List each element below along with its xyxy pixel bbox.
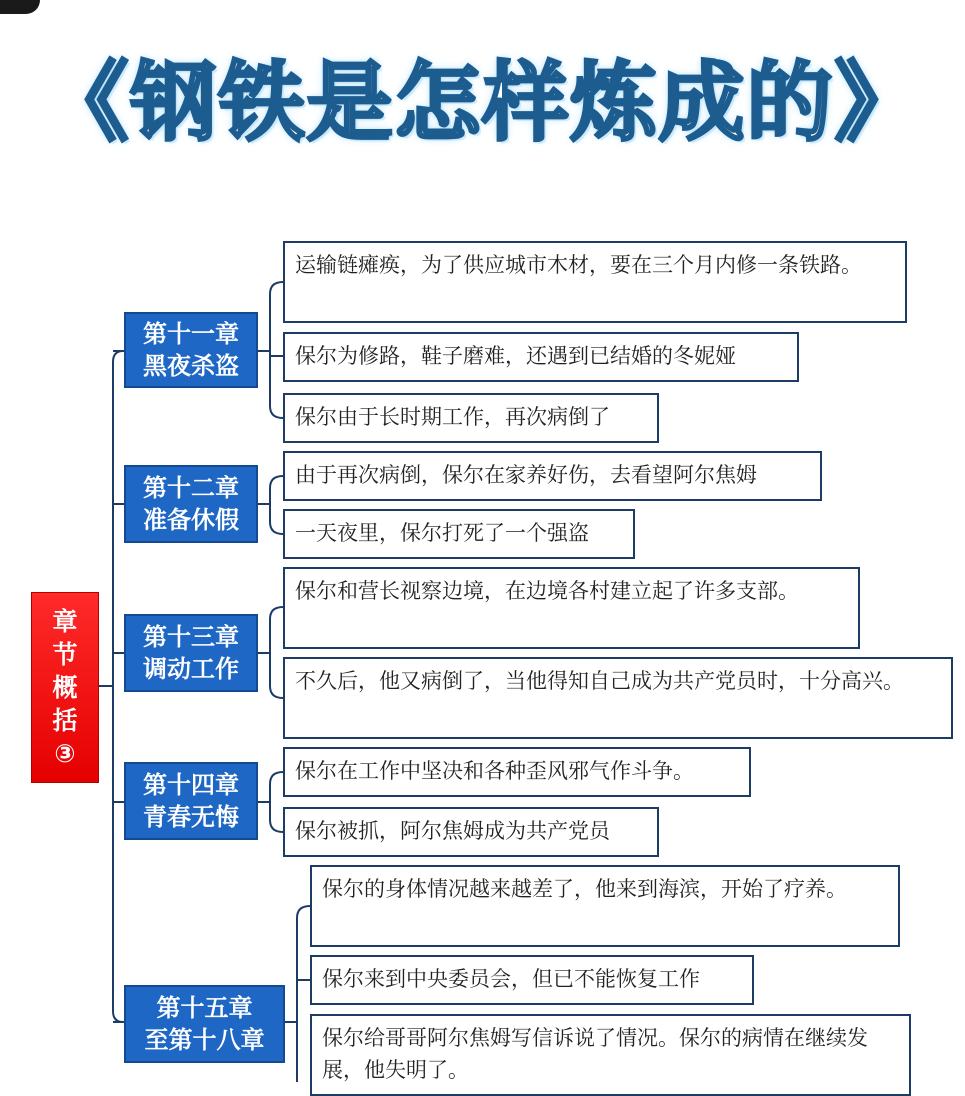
root-char: 节 (52, 640, 78, 669)
ch4-bracket (270, 772, 283, 832)
summary-item: 保尔在工作中坚决和各种歪风邪气作斗争。 (283, 747, 751, 797)
summary-item: 保尔给哥哥阿尔焦姆写信诉说了情况。保尔的病情在继续发展，他失明了。 (310, 1014, 911, 1096)
ch5-bracket (297, 906, 310, 1082)
chapter-subtitle: 准备休假 (143, 506, 239, 534)
root-char: 概 (52, 673, 78, 702)
ch2-bracket (270, 476, 283, 534)
chapter-node-12 (124, 465, 258, 543)
chapter-node-15-18 (124, 985, 285, 1063)
root-char: 章 (52, 607, 78, 636)
ch3-bracket (270, 607, 283, 698)
chapter-node-11 (124, 312, 258, 388)
summary-item: 运输链瘫痪，为了供应城市木材，要在三个月内修一条铁路。 (283, 241, 907, 323)
chapter-node-13 (124, 614, 258, 692)
summary-item: 不久后，他又病倒了，当他得知自己成为共产党员时，十分高兴。 (283, 657, 953, 739)
summary-item: 保尔由于长时期工作，再次病倒了 (283, 393, 659, 443)
summary-item: 一天夜里，保尔打死了一个强盗 (283, 509, 635, 559)
chapter-subtitle: 黑夜杀盗 (143, 352, 239, 380)
chapter-subtitle: 青春无悔 (143, 803, 239, 831)
chapter-label: 第十一章 (143, 320, 239, 348)
chapter-node-14 (124, 762, 258, 840)
summary-item: 保尔来到中央委员会，但已不能恢复工作 (310, 955, 754, 1005)
summary-item: 保尔被抓，阿尔焦姆成为共产党员 (283, 807, 659, 857)
chapter-label: 第十三章 (143, 623, 239, 651)
page-title: 《钢铁是怎样炼成的》 (42, 53, 923, 153)
chapter-subtitle: 调动工作 (143, 655, 239, 683)
root-node (31, 592, 99, 783)
summary-item: 保尔的身体情况越来越差了，他来到海滨，开始了疗养。 (310, 865, 900, 947)
chapter-subtitle: 至第十八章 (144, 1026, 265, 1054)
ch1-bracket (270, 282, 283, 418)
chapter-label: 第十五章 (156, 994, 253, 1022)
root-char: ③ (54, 739, 76, 768)
summary-item: 保尔和营长视察边境，在边境各村建立起了许多支部。 (283, 567, 860, 649)
chapter-label: 第十二章 (143, 474, 239, 502)
root-bracket (113, 351, 123, 1022)
summary-item: 由于再次病倒，保尔在家养好伤，去看望阿尔焦姆 (283, 451, 822, 501)
root-char: 括 (52, 706, 78, 735)
summary-item: 保尔为修路，鞋子磨难，还遇到已结婚的冬妮娅 (283, 332, 799, 382)
chapter-label: 第十四章 (143, 771, 239, 799)
